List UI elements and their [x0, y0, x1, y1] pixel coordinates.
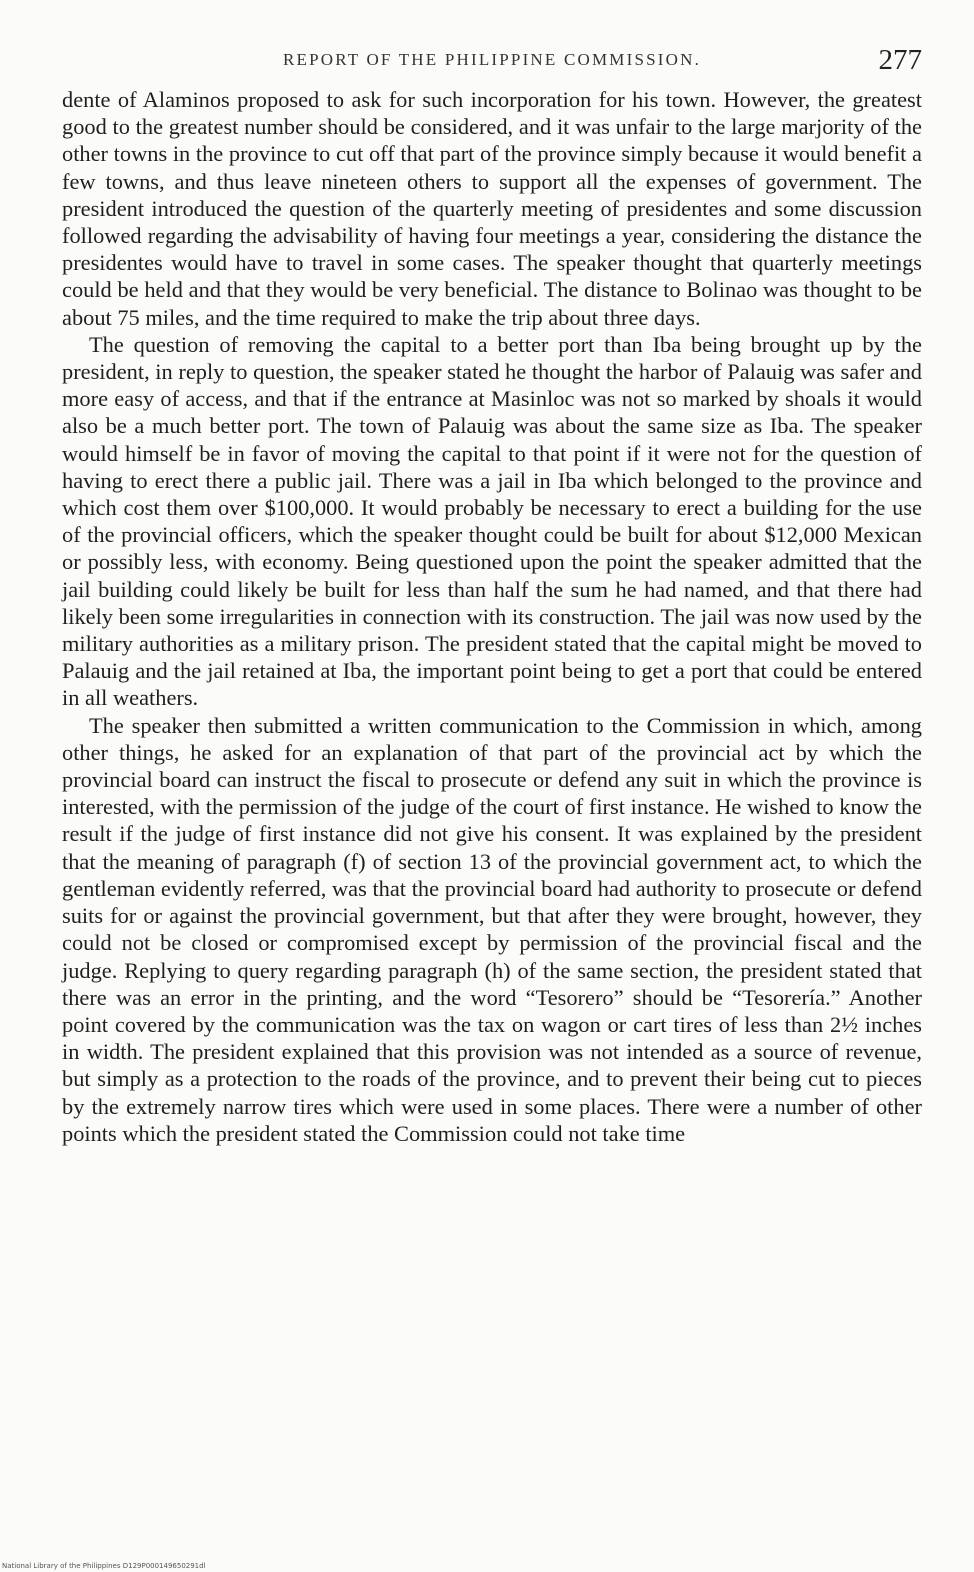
- paragraph-1: dente of Alaminos proposed to ask for such incorporation for his town. However, the greatest good to the greatest number should be considered, and it was unfair to the large marjority of the other towns in the province to cut off that part of the province simply because it would benefit a few towns, and thus leave nineteen others to support all the expenses of government. The president introduced the question of the quarterly meeting of presidentes and some discussion followed regarding the advisability of having four meetings a year, considering the distance the presidentes would have to travel in some cases. The speaker thought that quarterly meetings could be held and that they would be very beneficial. The distance to Bolinao was thought to be about 75 miles, and the time required to make the trip about three days.: [62, 87, 922, 330]
- paragraph-3: The speaker then submitted a written communication to the Commission in which, among other things, he asked for an explanation of that part of the provincial act by which the provincial board can instruct the fiscal to prosecute or defend any suit in which the province is interested, with the permission of the judge of the court of first instance. He wished to know the result if the judge of first instance did not give his consent. It was explained by the president that the meaning of paragraph (f) of section 13 of the provincial government act, to which the gentleman evidently referred, was that the provincial board had authority to prosecute or defend suits for or against the provincial government, but that after they were brought, however, they could not be closed or compromised except by permission of the provincial fiscal and the judge. Replying to query regarding paragraph (h) of the same section, the president stated that there was an error in the printing, and the word “Tesorero” should be “Tesorería.” Another point covered by the communication was the tax on wagon or cart tires of less than 2½ inches in width. The president explained that this provision was not intended as a source of revenue, but simply as a protection to the roads of the province, and to prevent their being cut to pieces by the extremely narrow tires which were used in some places. There were a number of other points which the president stated the Commission could not take time: [62, 712, 922, 1146]
- document-page: [62, 40, 922, 1147]
- scan-footer-note: National Library of the Philippines D129P000149650291dl: [2, 1562, 206, 1570]
- page-header: [62, 40, 922, 86]
- page-number: 277: [878, 44, 922, 76]
- body-text: [62, 86, 922, 1147]
- running-title: REPORT OF THE PHILIPPINE COMMISSION.: [282, 50, 702, 69]
- paragraph-2: The question of removing the capital to a better port than Iba being brought up by the president, in reply to question, the speaker stated he thought the harbor of Palauig was safer and more easy of access, and that if the entrance at Masinloc was not so marked by shoals it would also be a much better port. The town of Palauig was about the same size as Iba. The speaker would himself be in favor of moving the capital to that point if it were not for the question of having to erect there a public jail. There was a jail in Iba which belonged to the province and which cost them over $100,000. It would probably be necessary to erect a building for the use of the provincial officers, which the speaker thought could be built for about $12,000 Mexican or possibly less, with economy. Being questioned upon the point the speaker admitted that the jail building could likely be built for less than half the sum he had named, and that there had likely been some irregularities in connection with its construction. The jail was now used by the military authorities as a military prison. The president stated that the capital might be moved to Palauig and the jail retained at Iba, the important point being to get a port that could be entered in all weathers.: [62, 331, 922, 711]
